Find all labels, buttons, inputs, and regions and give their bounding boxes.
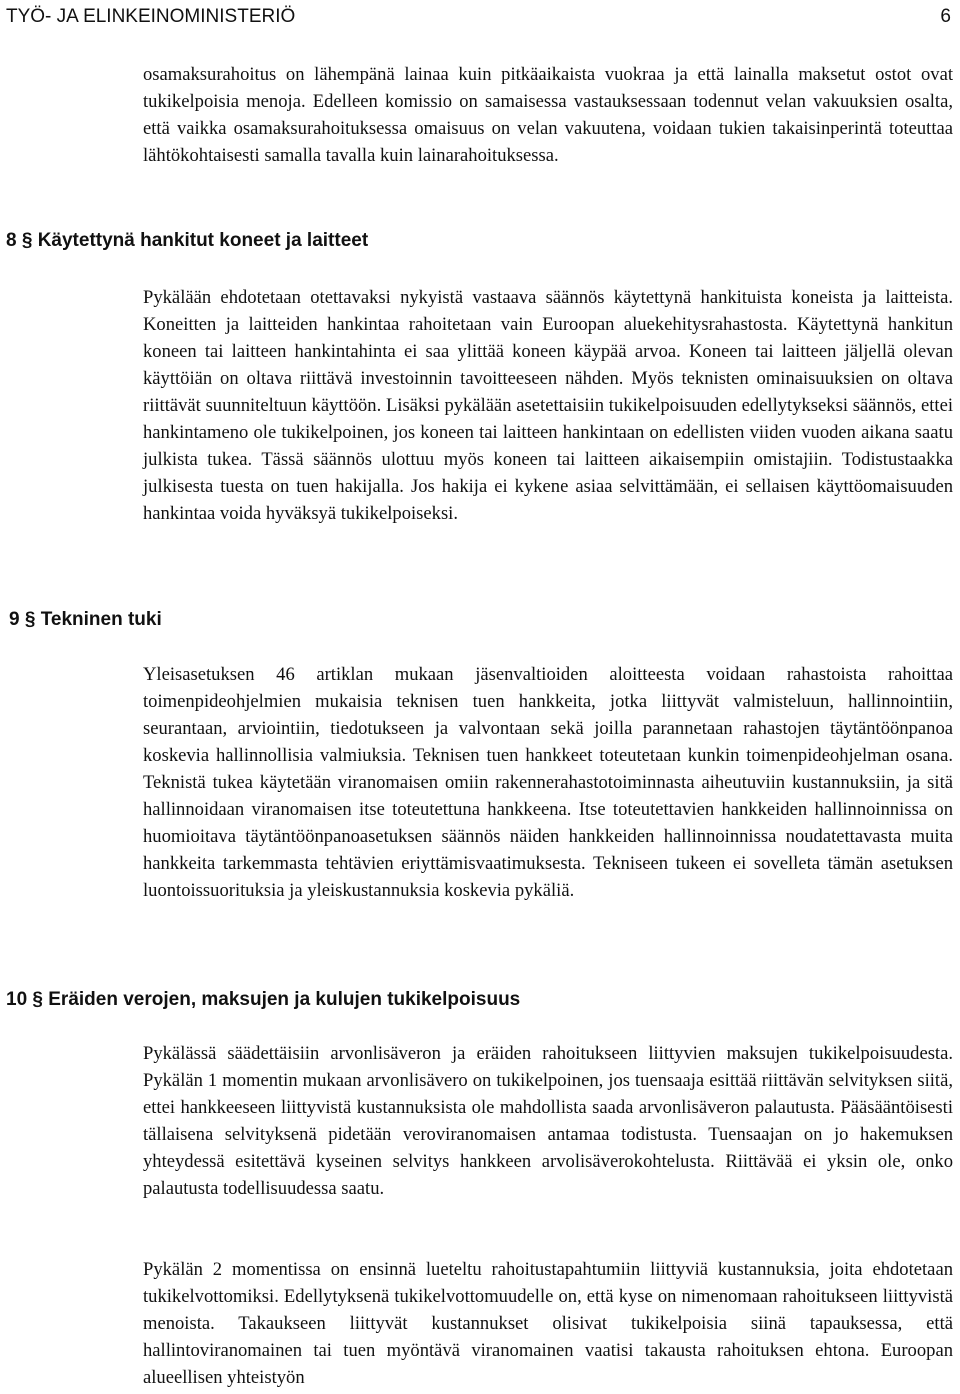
page-number: 6 (940, 6, 951, 27)
section-10-paragraph-2: Pykälän 2 momentissa on ensinnä lueteltu rahoitustapahtumiin liittyviä kustannuksia, joita ehdotetaan tukikelvottomiksi. Edellytyksenä tukikelvottomuudelle on, että kyse on nimenomaan rahoitukseen liittyvistä menoista. Takaukseen liittyvät kustannukset olisivat tukikelpoisia siinä tapauksessa, että hallintoviranomainen tai tuen myöntävä viranomainen vaatisi takausta rahoituksen ehtona. Euroopan alueellisen yhteistyön (143, 1259, 953, 1388)
intro-paragraph: osamaksurahoitus on lähempänä lainaa kuin pitkäaikaista vuokraa ja että lainalla maksetut ostot ovat tukikelpoisia menoja. Edelleen komissio on samaisessa vastauksessaan todennut velan vakuuksien osalta, että vaikka osamaksurahoituksessa omaisuus on velan vakuutena, voidaan tukien takaisinperintä toteuttaa lähtökohtaisesti samalla tavalla kuin lainarahoituksessa. (143, 64, 953, 166)
section-9-paragraph: Yleisasetuksen 46 artiklan mukaan jäsenvaltioiden aloitteesta voidaan rahastoista rahoittaa toimenpideohjelmien mukaisia teknisen tuen hankkeita, jotka liittyvät valmisteluun, hallinnointiin, seurantaan, arviointiin, tiedotukseen ja valvontaan sekä joilla parannetaan rahastojen täytäntöönpanoa koskevia hallinnollisia valmiuksia. Teknisen tuen hankkeet toteutetaan kunkin toimenpideohjelman osana. Teknistä tukea käytetään viranomaisen omiin rakennerahastotoiminnasta aiheutuviin kustannuksiin, ja sitä hallinnoidaan viranomaisen itse toteutettuna hankkeena. Itse toteutettavien hankkeiden hallinnoinnissa on huomioitava täytäntöönpanoasetuksen säännös näiden hankkeiden hallinnoinnissa noudatettavasta muita hankkeita tarkemmasta tehtävien eriyttämisvaatimuksesta. Tekniseen tukeen ei sovelleta tämän asetuksen luontoissuorituksia ja yleiskustannuksia koskevia pykäliä. (143, 664, 953, 901)
page-header (0, 0, 960, 34)
ministry-name: TYÖ- JA ELINKEINOMINISTERIÖ (6, 6, 296, 27)
section-10-heading: 10 § Eräiden verojen, maksujen ja kulujen tukikelpoisuus (6, 989, 521, 1010)
section-9-heading: 9 § Tekninen tuki (9, 609, 162, 630)
section-10-paragraph-1: Pykälässä säädettäisiin arvonlisäveron ja eräiden rahoitukseen liittyvien maksujen tukikelpoisuudesta. Pykälän 1 momentin mukaan arvonlisävero on tukikelpoinen, jos tuensaaja esittää riittävän selvityksen siitä, ettei hankkeeseen liittyvistä kustannuksista ole mahdollista saada arvonlisäveron palautusta. Pääsääntöisesti tällaisena selvityksenä pidetään veroviranomaisen antamaa todistusta. Tuensaajan on jo hakemuksen yhteydessä esitettävä kyseinen selvitys hankkeen arvolisäverokohtelusta. Riittävää ei yksin ole, onko palautusta todellisuudessa saatu. (143, 1043, 953, 1199)
section-8-heading: 8 § Käytettynä hankitut koneet ja laitteet (6, 230, 369, 251)
section-8-paragraph: Pykälään ehdotetaan otettavaksi nykyistä vastaava säännös käytettynä hankituista koneista ja laitteista. Koneitten ja laitteiden hankintaa rahoitetaan vain Euroopan aluekehitysrahastosta. Käytettynä hankitun koneen tai laitteen hankintahinta ei saa ylittää koneen käypää arvoa. Koneen tai laitteen jäljellä olevan käyttöiän on oltava riittävä investoinnin tavoitteeseen nähden. Myös teknisten ominaisuuksien on oltava riittävät suunniteltuun käyttöön. Lisäksi pykälään asetettaisiin tukikelpoisuuden edellytykseksi säännös, ettei hankintameno ole tukikelpoinen, jos koneen tai laitteen hankintaan on edellisten viiden vuoden aikana saatu julkista tukea. Tässä säännös ulottuu myös koneen tai laitteen aikaisempiin omistajiin. Todistustaakka julkisesta tuesta on tuen hakijalla. Jos hakija ei kykene asiaa selvittämään, ei sellaisen käyttöomaisuuden hankintaa voida hyväksyä tukikelpoiseksi. (143, 287, 953, 524)
